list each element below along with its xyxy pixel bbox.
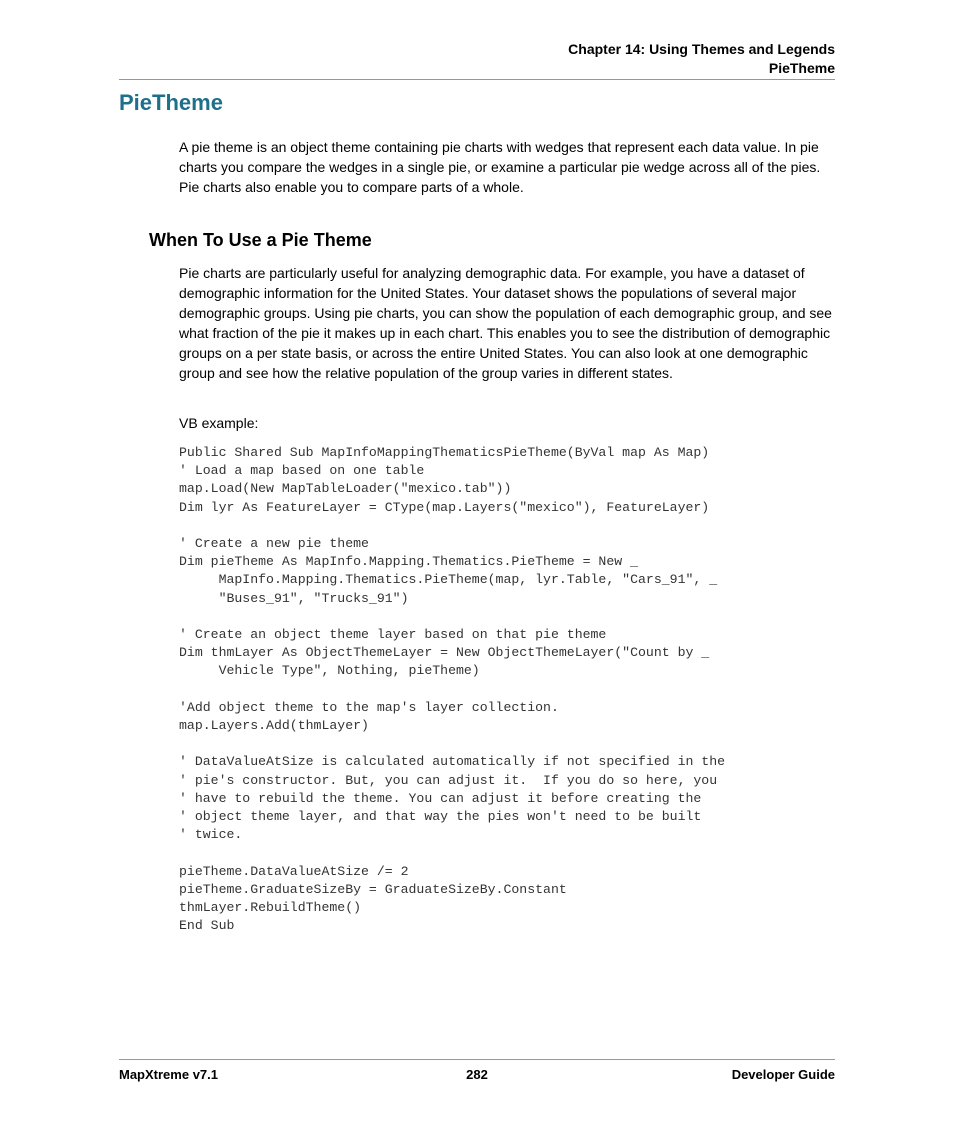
usage-paragraph: Pie charts are particularly useful for analyzing demographic data. For example, you have a dataset of demographic information for the United States. Your dataset shows the populations of several major demographic groups. Using pie charts, you can show the population of each demographic group, and see what fraction of the pie it makes up in each chart. This enables you to see the distribution of demographic groups on a per state basis, or across the entire United States. You can also look at one demographic group and see how the relative population of the group varies in different states.	[179, 265, 832, 381]
header-rule	[119, 79, 835, 80]
example-label: VB example:	[179, 415, 259, 431]
code-block: Public Shared Sub MapInfoMappingThematicsPieTheme(ByVal map As Map) ' Load a map based on one table map.Load(New MapTableLoader("mexico.tab")) Dim lyr As FeatureLayer = CType(map.Layers("mexico"), FeatureLayer) ' Create a new pie theme Dim pieTheme As MapInfo.Mapping.Thematics.PieTheme = New _ MapInfo.Mapping.Thematics.PieTheme(map, lyr.Table, "Cars_91", _ "Buses_91", "Trucks_91") ' Create an object theme layer based on that pie theme Dim thmLayer As ObjectThemeLayer = New ObjectThemeLayer("Count by _ Vehicle Type", Nothing, pieTheme) 'Add object theme to the map's layer collection. map.Layers.Add(thmLayer) ' DataValueAtSize is calculated automatically if not specified in the ' pie's constructor. But, you can adjust it. If you do so here, you ' have to rebuild the theme. You can adjust it before creating the ' object theme layer, and that way the pies won't need to be built ' twice. pieTheme.DataValueAtSize /= 2 pieTheme.GraduateSizeBy = GraduateSizeBy.Constant thmLayer.RebuildTheme() End Sub	[179, 445, 726, 934]
section-heading: When To Use a Pie Theme	[149, 230, 372, 250]
page-title: PieTheme	[119, 90, 223, 115]
footer-product: MapXtreme v7.1	[119, 1067, 218, 1082]
footer-rule	[119, 1059, 835, 1060]
header-chapter: Chapter 14: Using Themes and Legends	[568, 41, 835, 57]
footer-guide: Developer Guide	[731, 1067, 835, 1082]
running-header	[568, 40, 835, 78]
header-section: PieTheme	[768, 60, 835, 76]
footer-page-number: 282	[466, 1067, 488, 1082]
intro-paragraph: A pie theme is an object theme containing pie charts with wedges that represent each data value. In pie charts you compare the wedges in a single pie, or examine a particular pie wedge across all of the pies. Pie charts also enable you to compare parts of a whole.	[179, 139, 821, 195]
